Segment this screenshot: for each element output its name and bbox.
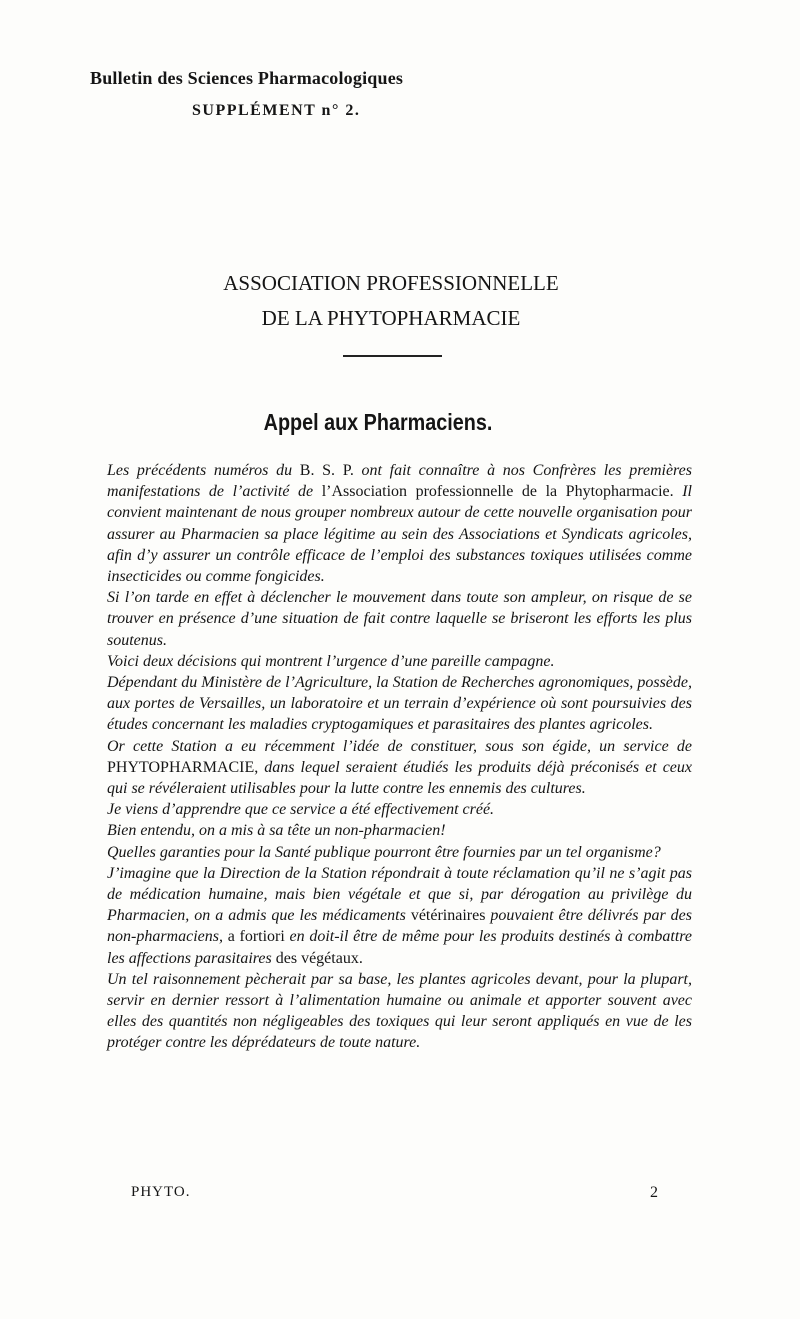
article-title	[0, 266, 782, 336]
footer-label: PHYTO.	[131, 1184, 191, 1200]
paragraph-9	[107, 863, 692, 969]
page-number: 2	[650, 1184, 658, 1201]
paragraph-9-part-3: pouvaient être délivrés par des non-pharmaciens,	[107, 907, 692, 946]
paragraph-5	[107, 736, 692, 800]
paragraph-1-part-1: Les précédents numéros du	[107, 462, 300, 479]
paragraph-4: Dépendant du Ministère de l’Agriculture, la Station de Recherches agronomiques, possède, aux portes de Versailles, un laboratoire et un terrain d’expérience où sont poursuivies des études concernant les maladies cryptogamiques et parasitaires des plantes agricoles.	[107, 674, 692, 734]
paragraph-1	[107, 460, 692, 587]
supplement-label: SUPPLÉMENT n° 2.	[192, 102, 361, 119]
title-line-2: DE LA PHYTOPHARMACIE	[261, 306, 521, 330]
paragraph-1-part-3: ont fait connaître à nos Confrères les premières manifestations de l’activité de	[107, 462, 693, 501]
paragraph-8: Quelles garanties pour la Santé publique pourront être fournies par un tel organisme?	[107, 843, 661, 861]
paragraph-1-part-4: l’Association professionnelle de la Phytopharmacie.	[321, 483, 674, 501]
paragraph-7: Bien entendu, on a mis à sa tête un non-pharmacien!	[107, 822, 446, 840]
paragraph-5-part-1: Or cette Station a eu récemment l’idée de constituer, sous son égide, un service de	[107, 737, 692, 755]
paragraph-3: Voici deux décisions qui montrent l’urgence d’une pareille campagne.	[107, 652, 555, 670]
paragraph-9-part-5: en doit-il être de même pour les produits destinés à combattre les affections parasitaires	[107, 928, 693, 967]
article-subtitle: Appel aux Pharmaciens.	[263, 409, 493, 435]
paragraph-9-part-1: J’imagine que la Direction de la Station répondrait à toute réclamation qu’il ne s’agit pas de médication humaine, mais bien végétale et que si, par dérogation au privilège du Pharmacien, on a admis que les médicaments	[107, 864, 692, 925]
article-body	[107, 460, 692, 1054]
paragraph-1-part-5: Il convient maintenant de nous grouper nombreux autour de cette nouvelle organisation pour assurer au Pharmacien sa place légitime au sein des Associations et Syndicats agricoles, afin d’y assurer un contrôle efficace de l’emploi des substances toxiques utilisées comme insecticides ou comme fongicides.	[107, 483, 692, 586]
paragraph-10: Un tel raisonnement pècherait par sa base, les plantes agricoles devant, pour la plupart, servir en dernier ressort à l’alimentation humaine ou animale et apporter souvent avec elles des quantités non négligeables des toxiques qui leur seront appliqués en vue de les protéger contre les déprédateurs de toute nature.	[107, 970, 692, 1052]
paragraph-9-part-2: vétérinaires	[410, 907, 486, 925]
title-rule	[343, 355, 442, 357]
paragraph-9-part-6: des végétaux.	[275, 949, 363, 967]
journal-title: Bulletin des Sciences Pharmacologiques	[90, 68, 404, 88]
paragraph-2: Si l’on tarde en effet à déclencher le mouvement dans toute son ampleur, on risque de se trouver en présence d’une situation de fait contre laquelle se briseront les efforts les plus soutenus.	[107, 589, 692, 649]
paragraph-9-part-4: a fortiori	[227, 928, 285, 946]
paragraph-1-part-2: B. S. P.	[299, 462, 354, 479]
paragraph-6: Je viens d’apprendre que ce service a été effectivement créé.	[107, 801, 495, 819]
paragraph-5-part-2: PHYTOPHARMACIE,	[107, 758, 259, 776]
title-line-1: ASSOCIATION PROFESSIONNELLE	[223, 271, 559, 295]
paragraph-5-part-3: dans lequel seraient étudiés les produits déjà préconisés et ceux qui se révéleraient utilisables pour la lutte contre les ennemis des cultures.	[107, 758, 692, 798]
